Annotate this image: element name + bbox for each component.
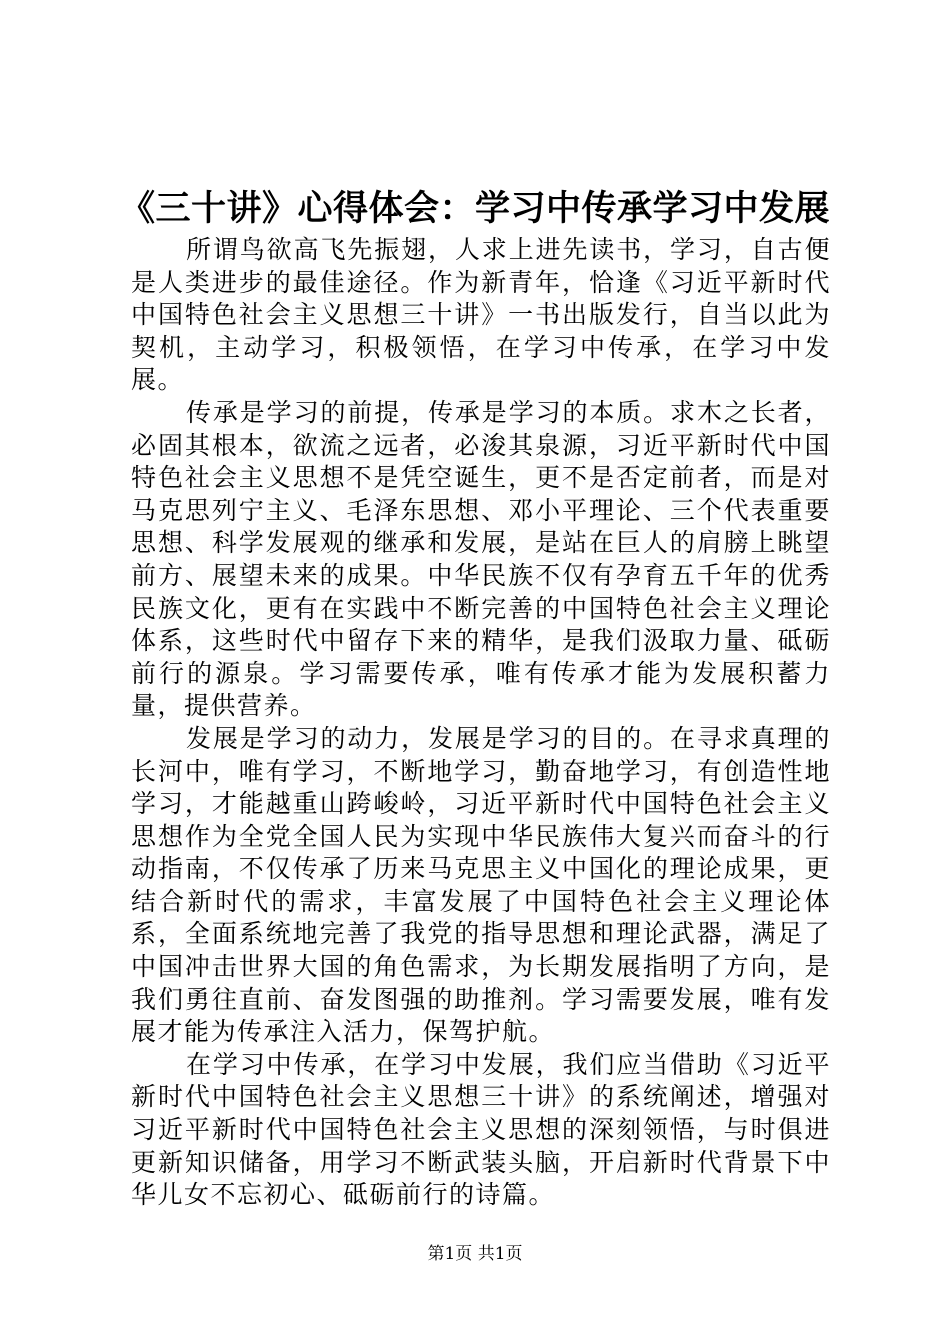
paragraph: 在学习中传承，在学习中发展，我们应当借助《习近平新时代中国特色社会主义思想三十讲》的系统阐述，增强对习近平新时代中国特色社会主义思想的深刻领悟，与时俱进更新知识储备，用学习不断武装头脑，开启新时代背景下中华儿女不忘初心、砥砺前行的诗篇。	[131, 1049, 831, 1210]
paragraph: 传承是学习的前提，传承是学习的本质。求木之长者，必固其根本，欲流之远者，必浚其泉源，习近平新时代中国特色社会主义思想不是凭空诞生，更不是否定前者，而是对马克思列宁主义、毛泽东思想、邓小平理论、三个代表重要思想、科学发展观的继承和发展，是站在巨人的肩膀上眺望前方、展望未来的成果。中华民族不仅有孕育五千年的优秀民族文化，更有在实践中不断完善的中国特色社会主义理论体系，这些时代中留存下来的精华，是我们汲取力量、砥砺前行的源泉。学习需要传承，唯有传承才能为发展积蓄力量，提供营养。	[131, 397, 831, 721]
document-title: 《三十讲》心得体会：学习中传承学习中发展	[119, 188, 830, 229]
document-body	[131, 234, 831, 1212]
page-footer: 第1页 共1页	[427, 1244, 523, 1264]
paragraph: 发展是学习的动力，发展是学习的目的。在寻求真理的长河中，唯有学习，不断地学习，勤奋地学习，有创造性地学习，才能越重山跨峻岭，习近平新时代中国特色社会主义思想作为全党全国人民为实现中华民族伟大复兴而奋斗的行动指南，不仅传承了历来马克思主义中国化的理论成果，更结合新时代的需求，丰富发展了中国特色社会主义理论体系，全面系统地完善了我党的指导思想和理论武器，满足了中国冲击世界大国的角色需求，为长期发展指明了方向，是我们勇往直前、奋发图强的助推剂。学习需要发展，唯有发展才能为传承注入活力，保驾护航。	[131, 723, 831, 1047]
paragraph: 所谓鸟欲高飞先振翅，人求上进先读书，学习，自古便是人类进步的最佳途径。作为新青年，恰逢《习近平新时代中国特色社会主义思想三十讲》一书出版发行，自当以此为契机，主动学习，积极领悟，在学习中传承，在学习中发展。	[131, 235, 831, 395]
